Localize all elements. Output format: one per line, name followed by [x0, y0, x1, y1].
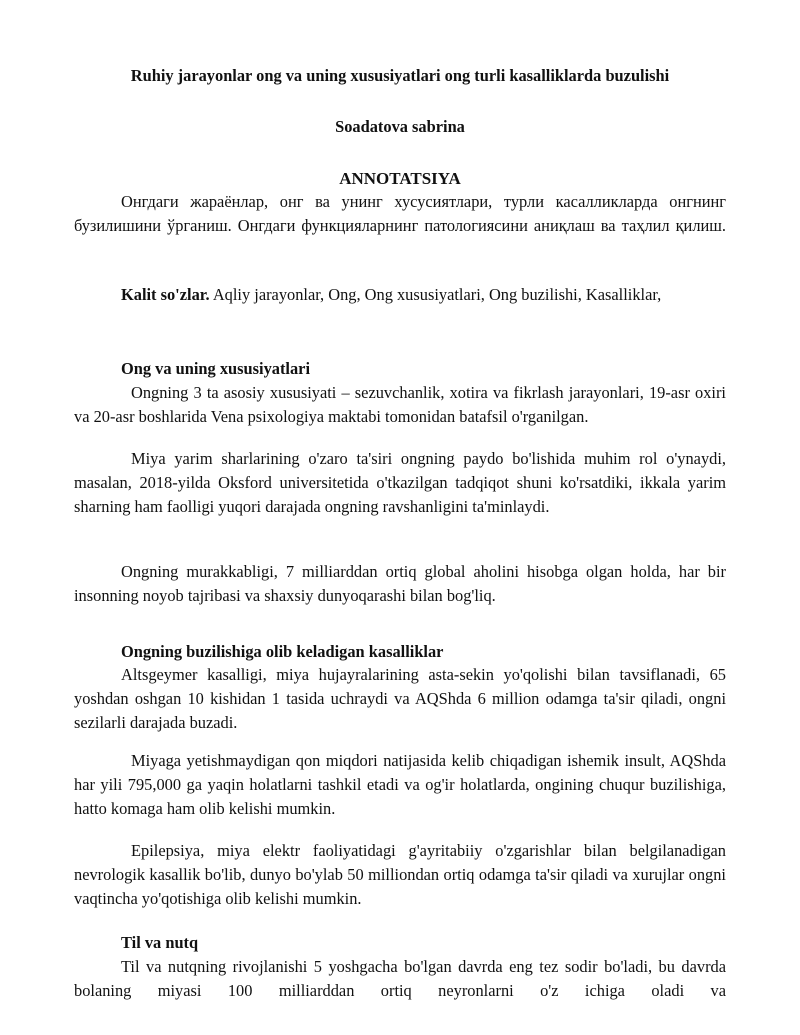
- keywords-label: Kalit so'zlar.: [121, 285, 210, 304]
- keywords-text: Aqliy jarayonlar, Ong, Ong xususiyatlari, Ong buzilishi, Kasalliklar,: [209, 285, 662, 304]
- paragraph: Ongning murakkabligi, 7 milliarddan ortiq global aholini hisobga olgan holda, har bir insonning noyob tajribasi va shaxsiy dunyoqarashi bilan bog'liq.: [74, 562, 726, 605]
- section-heading-til-nutq: Til va nutq: [121, 933, 199, 952]
- paragraph: Altsgeymer kasalligi, miya hujayralarining asta-sekin yo'qolishi bilan tavsiflanadi, 65 yoshdan oshgan 10 kishidan 1 tasida uchraydi va AQShda 6 million odamga ta'sir qiladi, ongni sezilarli darajada buzadi.: [74, 665, 726, 732]
- paragraph: Miyaga yetishmaydigan qon miqdori natijasida kelib chiqadigan ishemik insult, AQShda har yili 795,000 ga yaqin holatlarni tashkil etadi va og'ir holatlarda, ongining chuqur buzilishiga, hatto komaga ham olib kelishi mumkin.: [74, 751, 726, 818]
- paragraph: Til va nutqning rivojlanishi 5 yoshgacha bo'lgan davrda eng tez sodir bo'ladi, bu davrda bolaning miyasi 100 milliarddan ortiq neyronlarni o'z ichiga oladi va: [74, 957, 726, 1000]
- section-heading-ong-xususiyatlari: Ong va uning xususiyatlari: [121, 359, 311, 378]
- keywords-paragraph: [74, 283, 726, 307]
- author-name: Soadatova sabrina: [335, 117, 465, 136]
- annotation-text: Онгдаги жараёнлар, онг ва унинг хусусиятлари, турли касалликларда онгнинг бузилишини ўрганиш. Онгдаги функцияларнинг патологиясини аниқлаш ва таҳлил қилиш.: [74, 192, 726, 235]
- section-heading-kasalliklar: Ongning buzilishiga olib keladigan kasalliklar: [121, 642, 444, 661]
- paragraph: Ongning 3 ta asosiy xususiyati – sezuvchanlik, xotira va fikrlash jarayonlari, 19-asr oxiri va 20-asr boshlarida Vena psixologiya maktabi tomonidan batafsil o'rganilgan.: [74, 383, 726, 426]
- document-title: Ruhiy jarayonlar ong va uning xususiyatlari ong turli kasalliklarda buzulishi: [130, 66, 670, 85]
- paragraph: Miya yarim sharlarining o'zaro ta'siri ongning paydo bo'lishida muhim rol o'ynaydi, masalan, 2018-yilda Oksford universitetida o'tkazilgan tadqiqot shuni ko'rsatdiki, ikkala yarim sharning ham faolligi yuqori darajada ongning ravshanligini ta'minlaydi.: [74, 449, 726, 516]
- annotation-heading: ANNOTATSIYA: [339, 169, 461, 188]
- paragraph: Epilepsiya, miya elektr faoliyatidagi g'ayritabiiy o'zgarishlar bilan belgilanadigan nevrologik kasallik bo'lib, dunyo bo'ylab 50 milliondan ortiq odamga ta'sir qiladi va xurujlar ongni vaqtincha yo'qotishiga olib kelishi mumkin.: [74, 841, 726, 908]
